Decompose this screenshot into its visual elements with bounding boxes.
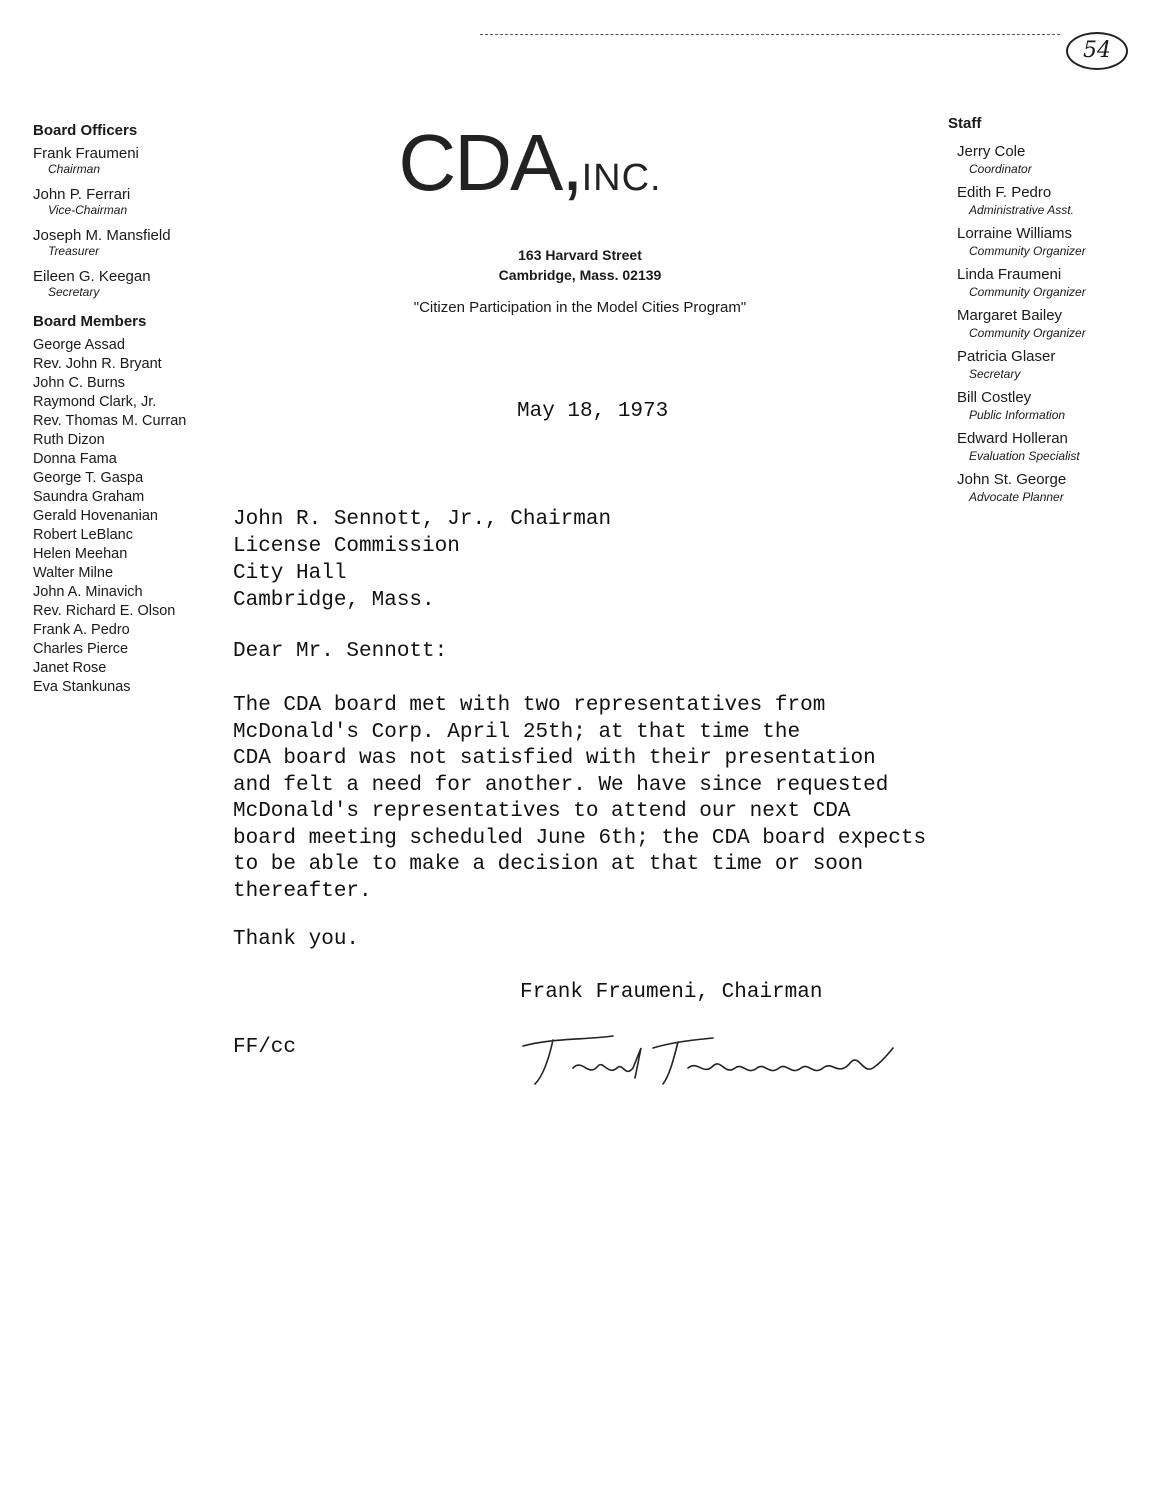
address-line1: 163 Harvard Street	[518, 247, 642, 263]
officer-name: John P. Ferrari	[33, 186, 131, 203]
staff-name: Margaret Bailey	[957, 307, 1063, 324]
officer-entry	[33, 227, 233, 258]
staff-title: Advocate Planner	[969, 490, 1064, 504]
staff-list	[957, 142, 1128, 505]
staff-name: Bill Costley	[957, 389, 1032, 406]
board-member: Rev. Thomas M. Curran	[33, 413, 187, 429]
officer-entry	[33, 186, 233, 217]
letter-body: The CDA board met with two representatives from McDonald's Corp. April 25th; at that time the CDA board was not satisfied with their presentation and felt a need for another. We have since requested McDonald's representatives to attend our next CDA board meeting scheduled June 6th; the CDA board expects to be able to make a decision at that time or soon thereafter.	[233, 694, 927, 903]
board-member: Ruth Dizon	[33, 432, 105, 448]
logo-suffix: INC.	[581, 157, 662, 199]
staff-name: Lorraine Williams	[957, 225, 1073, 242]
officer-name: Frank Fraumeni	[33, 145, 139, 162]
board-member: Frank A. Pedro	[33, 622, 130, 638]
board-member: John C. Burns	[33, 375, 125, 391]
address-line2: Cambridge, Mass. 02139	[498, 267, 662, 283]
officer-name: Eileen G. Keegan	[33, 268, 151, 285]
letterhead	[340, 118, 820, 316]
staff-heading: Staff	[948, 115, 982, 132]
staff-title: Secretary	[969, 367, 1021, 381]
recipient-line: John R. Sennott, Jr., Chairman	[233, 508, 612, 531]
board-member: Rev. John R. Bryant	[33, 356, 162, 372]
officer-title: Chairman	[48, 162, 101, 176]
initials: FF/cc	[233, 1036, 297, 1059]
officer-title: Vice-Chairman	[48, 203, 128, 217]
officer-name: Joseph M. Mansfield	[33, 227, 171, 244]
staff-title: Evaluation Specialist	[969, 449, 1080, 463]
closing: Thank you.	[233, 928, 360, 951]
staff-name: Jerry Cole	[957, 143, 1026, 160]
staff-name: Edith F. Pedro	[957, 184, 1052, 201]
board-member: Walter Milne	[33, 565, 114, 581]
board-member: Raymond Clark, Jr.	[33, 394, 157, 410]
logo-text: CDA,	[398, 118, 582, 207]
staff-name: Patricia Glaser	[957, 348, 1056, 365]
board-member: Helen Meehan	[33, 546, 128, 562]
staff-name: Linda Fraumeni	[957, 266, 1062, 283]
board-member: Donna Fama	[33, 451, 117, 467]
board-member: George Assad	[33, 337, 125, 353]
recipient-address	[233, 506, 611, 614]
board-member: Janet Rose	[33, 660, 107, 676]
staff-title: Community Organizer	[969, 326, 1086, 340]
officer-title: Secretary	[48, 285, 100, 299]
board-member: Gerald Hovenanian	[33, 508, 158, 524]
board-member: Charles Pierce	[33, 641, 129, 657]
staff-column	[948, 115, 1128, 511]
top-rule	[480, 34, 1060, 35]
recipient-line: Cambridge, Mass.	[233, 589, 435, 612]
staff-title: Public Information	[969, 408, 1066, 422]
staff-title: Community Organizer	[969, 285, 1086, 299]
board-member: Eva Stankunas	[33, 679, 131, 695]
members-list	[33, 336, 233, 697]
officer-entry	[33, 145, 233, 176]
staff-name: Edward Holleran	[957, 430, 1068, 447]
board-officers-heading: Board Officers	[33, 122, 138, 139]
officer-entry	[33, 268, 233, 299]
board-member: Rev. Richard E. Olson	[33, 603, 176, 619]
signature-stroke	[523, 1036, 893, 1084]
letter-date: May 18, 1973	[517, 400, 669, 423]
staff-title: Administrative Asst.	[969, 203, 1074, 217]
board-members-heading: Board Members	[33, 313, 147, 330]
officers-list	[33, 145, 233, 299]
board-member: Saundra Graham	[33, 489, 145, 505]
page-number-circle: 54	[1066, 32, 1128, 70]
board-member: John A. Minavich	[33, 584, 143, 600]
tagline: "Citizen Participation in the Model Cities Program"	[413, 299, 747, 316]
staff-name: John St. George	[957, 471, 1067, 488]
address	[340, 245, 820, 285]
logo	[240, 118, 820, 223]
board-member: Robert LeBlanc	[33, 527, 133, 543]
staff-title: Coordinator	[969, 162, 1032, 176]
officer-title: Treasurer	[48, 244, 100, 258]
staff-title: Community Organizer	[969, 244, 1086, 258]
recipient-line: License Commission	[233, 535, 460, 558]
recipient-line: City Hall	[233, 562, 347, 585]
board-member: George T. Gaspa	[33, 470, 144, 486]
salutation: Dear Mr. Sennott:	[233, 640, 448, 663]
signer: Frank Fraumeni, Chairman	[520, 981, 823, 1004]
signature	[513, 1018, 913, 1088]
board-column	[33, 122, 233, 697]
